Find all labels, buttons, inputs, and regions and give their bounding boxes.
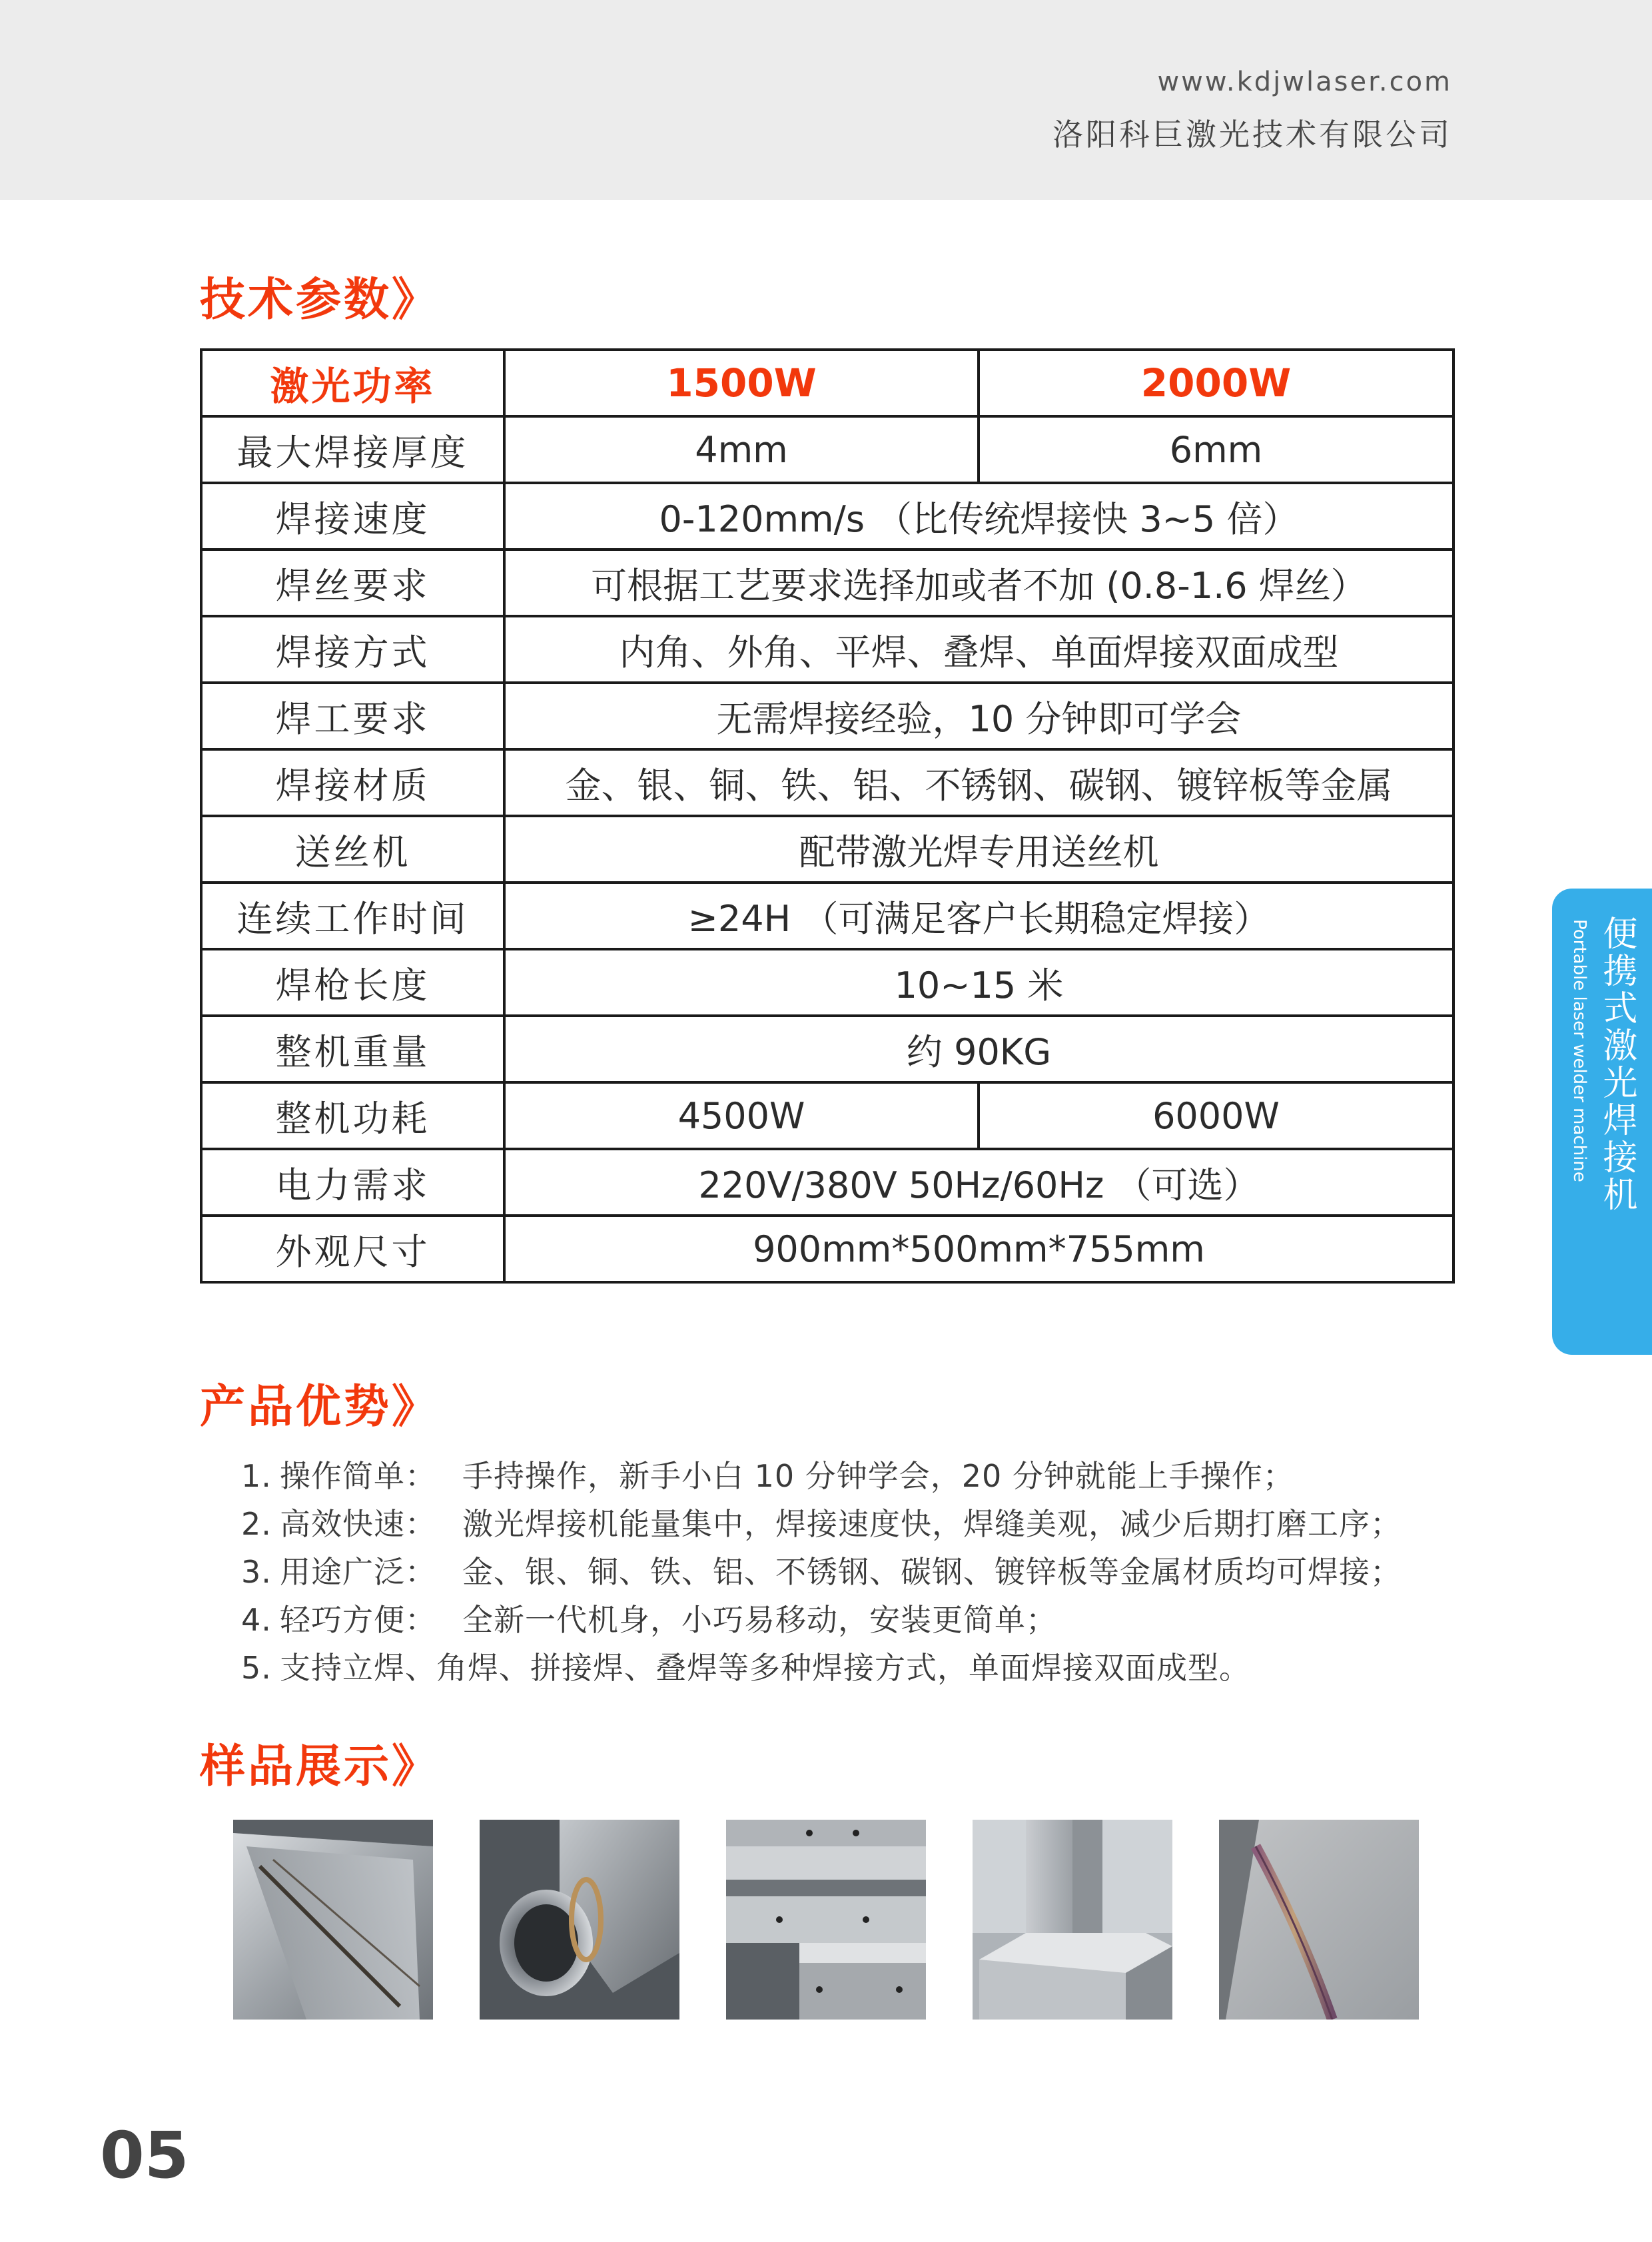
sample-photo-corner-weld <box>233 1820 433 2020</box>
sample-photo-weld-seam <box>1219 1820 1419 2020</box>
spec-label: 激光功率 <box>201 350 504 416</box>
spec-label: 外观尺寸 <box>201 1216 504 1282</box>
spec-row <box>201 616 1453 683</box>
item-text: 金、银、铜、铁、铝、不锈钢、碳钢、镀锌板等金属材质均可焊接； <box>462 1554 1402 1590</box>
spec-value: 无需焊接经验，10 分钟即可学会 <box>504 683 1453 749</box>
side-tab-subtitle: Portable laser welder machine <box>1569 919 1589 1182</box>
page-header <box>0 0 1652 200</box>
spec-value-1500w: 1500W <box>504 350 979 416</box>
spec-row <box>201 483 1453 550</box>
spec-value: 6mm <box>979 416 1453 483</box>
side-tab <box>1552 889 1652 1355</box>
spec-label: 焊接材质 <box>201 749 504 816</box>
spec-label: 整机功耗 <box>201 1082 504 1149</box>
spec-value: 900mm*500mm*755mm <box>504 1216 1453 1282</box>
spec-value: 0-120mm/s （比传统焊接快 3~5 倍） <box>504 483 1453 550</box>
spec-value: 约 90KG <box>504 1016 1453 1082</box>
spec-head-row <box>201 350 1453 416</box>
spec-value: 内角、外角、平焊、叠焊、单面焊接双面成型 <box>504 616 1453 683</box>
spec-label: 电力需求 <box>201 1149 504 1216</box>
spec-value: 配带激光焊专用送丝机 <box>504 816 1453 883</box>
list-item <box>241 1596 1402 1644</box>
spec-row <box>201 1216 1453 1282</box>
spec-label: 焊接方式 <box>201 616 504 683</box>
spec-table <box>200 348 1455 1284</box>
item-number: 4. <box>241 1602 272 1638</box>
sample-photo-tube-joint <box>973 1820 1172 2020</box>
spec-row <box>201 416 1453 483</box>
spec-row <box>201 816 1453 883</box>
spec-row <box>201 883 1453 949</box>
spec-row <box>201 1016 1453 1082</box>
list-item <box>241 1500 1402 1548</box>
spec-value: 4500W <box>504 1082 979 1149</box>
item-heading: 用途广泛： <box>280 1554 436 1590</box>
item-number: 5. <box>241 1650 272 1686</box>
item-number: 3. <box>241 1554 272 1590</box>
spec-label: 焊枪长度 <box>201 949 504 1016</box>
spec-value-2000w: 2000W <box>979 350 1453 416</box>
item-number: 1. <box>241 1458 272 1494</box>
sample-photo-square-frame <box>726 1820 926 2020</box>
specs-title: 技术参数》 <box>200 274 440 326</box>
spec-row <box>201 749 1453 816</box>
item-heading: 高效快速： <box>280 1506 436 1542</box>
company-name: 洛阳科巨激光技术有限公司 <box>1052 117 1452 153</box>
item-heading: 操作简单： <box>280 1458 436 1494</box>
sample-photo-round-tube <box>480 1820 679 2020</box>
spec-value: 可根据工艺要求选择加或者不加 (0.8-1.6 焊丝） <box>504 550 1453 616</box>
item-heading: 轻巧方便： <box>280 1602 436 1638</box>
spec-label: 连续工作时间 <box>201 883 504 949</box>
spec-row <box>201 683 1453 749</box>
spec-value: 金、银、铜、铁、铝、不锈钢、碳钢、镀锌板等金属 <box>504 749 1453 816</box>
item-text: 全新一代机身，小巧易移动，安装更简单； <box>462 1602 1057 1638</box>
list-item <box>241 1644 1402 1692</box>
list-item <box>241 1452 1402 1500</box>
spec-value: 10~15 米 <box>504 949 1453 1016</box>
item-number: 2. <box>241 1506 272 1542</box>
spec-row <box>201 550 1453 616</box>
spec-value: 220V/380V 50Hz/60Hz （可选） <box>504 1149 1453 1216</box>
spec-label: 整机重量 <box>201 1016 504 1082</box>
samples-title: 样品展示》 <box>200 1740 440 1793</box>
website-url: www.kdjwlaser.com <box>1157 67 1452 97</box>
page-number: 05 <box>100 2118 189 2193</box>
spec-label: 送丝机 <box>201 816 504 883</box>
advantages-title: 产品优势》 <box>200 1381 440 1433</box>
list-item <box>241 1548 1402 1596</box>
item-text: 激光焊接机能量集中，焊接速度快，焊缝美观，减少后期打磨工序； <box>462 1506 1402 1542</box>
spec-label: 焊工要求 <box>201 683 504 749</box>
advantages-list <box>241 1452 1402 1692</box>
item-text: 支持立焊、角焊、拼接焊、叠焊等多种焊接方式，单面焊接双面成型。 <box>280 1650 1250 1686</box>
spec-value: ≥24H （可满足客户长期稳定焊接） <box>504 883 1453 949</box>
spec-label: 最大焊接厚度 <box>201 416 504 483</box>
side-tab-title: 便携式激光焊接机 <box>1597 915 1637 1214</box>
spec-row <box>201 949 1453 1016</box>
spec-value: 6000W <box>979 1082 1453 1149</box>
spec-row <box>201 1149 1453 1216</box>
spec-label: 焊接速度 <box>201 483 504 550</box>
spec-row <box>201 1082 1453 1149</box>
spec-label: 焊丝要求 <box>201 550 504 616</box>
item-text: 手持操作，新手小白 10 分钟学会，20 分钟就能上手操作； <box>462 1458 1294 1494</box>
spec-value: 4mm <box>504 416 979 483</box>
